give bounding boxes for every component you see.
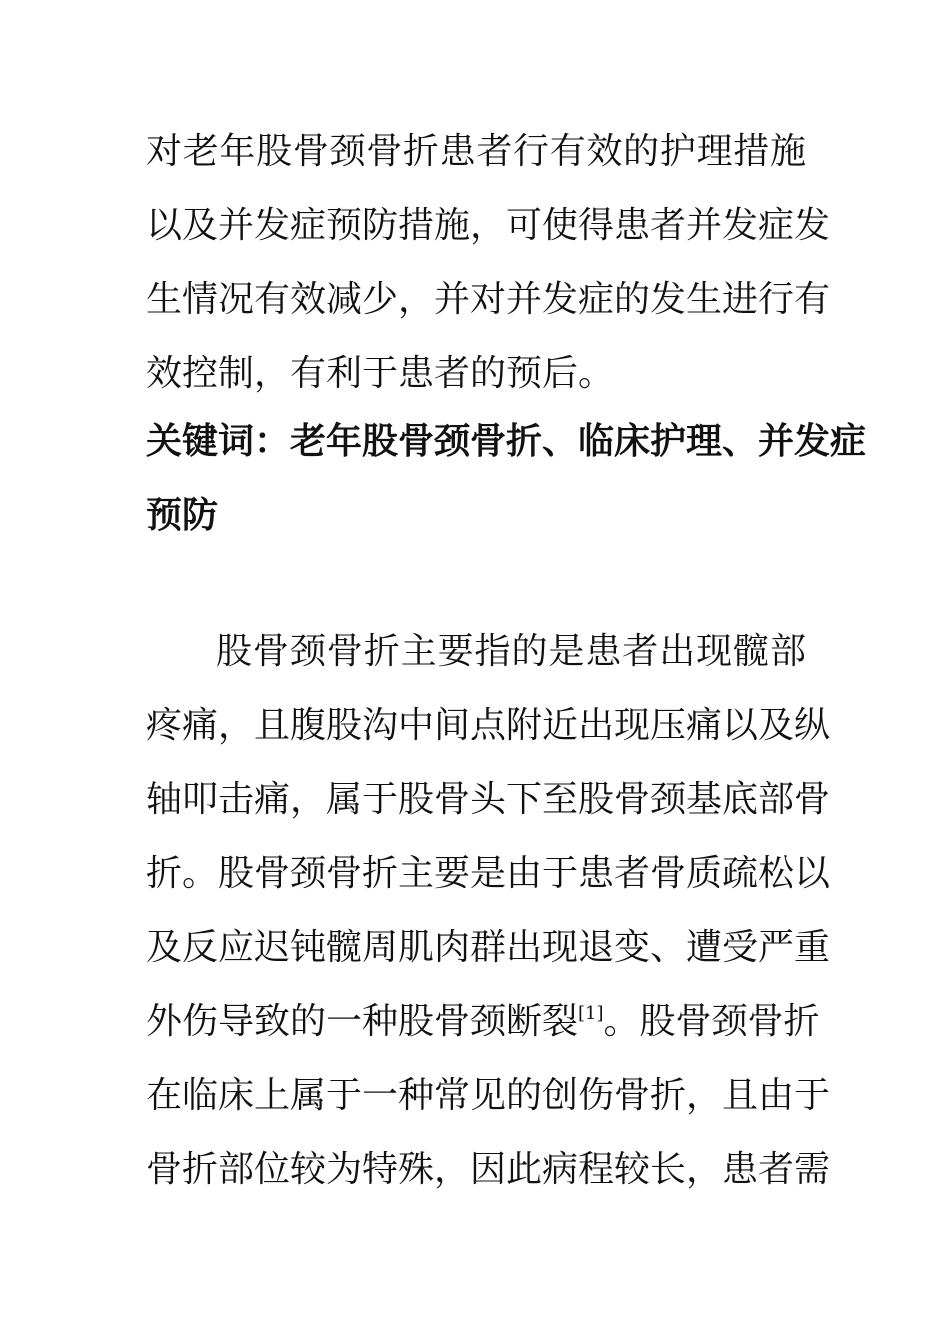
body-line-7: 在临床上属于一种常见的创伤骨折，且由于 [146, 1075, 831, 1116]
body-line-6-text-before: 外伤导致的一种股骨颈断裂 [146, 1001, 579, 1042]
body-line-6 [146, 1000, 820, 1044]
abstract-line-3: 生情况有效减少，并对并发症的发生进行有 [146, 279, 831, 320]
abstract-line-1: 对老年股骨颈骨折患者行有效的护理措施 [146, 131, 806, 172]
citation-reference: [1] [578, 1003, 604, 1024]
body-line-2: 疼痛，且腹股沟中间点附近出现压痛以及纵 [146, 705, 831, 746]
body-line-8: 骨折部位较为特殊，因此病程较长，患者需 [146, 1149, 831, 1190]
keywords-line-2: 预防 [146, 495, 219, 536]
body-line-1: 股骨颈骨折主要指的是患者出现髋部 [216, 631, 806, 672]
body-line-3: 轴叩击痛，属于股骨头下至股骨颈基底部骨 [146, 779, 831, 820]
abstract-line-2: 以及并发症预防措施，可使得患者并发症发 [146, 205, 831, 246]
body-line-6-text-after: 。股骨颈骨折 [603, 1001, 820, 1042]
abstract-line-4: 效控制，有利于患者的预后。 [146, 353, 615, 394]
body-line-5: 及反应迟钝髋周肌肉群出现退变、遭受严重 [146, 927, 831, 968]
body-line-4: 折。股骨颈骨折主要是由于患者骨质疏松以 [146, 853, 831, 894]
keywords-line-1: 关键词：老年股骨颈骨折、临床护理、并发症 [146, 421, 867, 462]
